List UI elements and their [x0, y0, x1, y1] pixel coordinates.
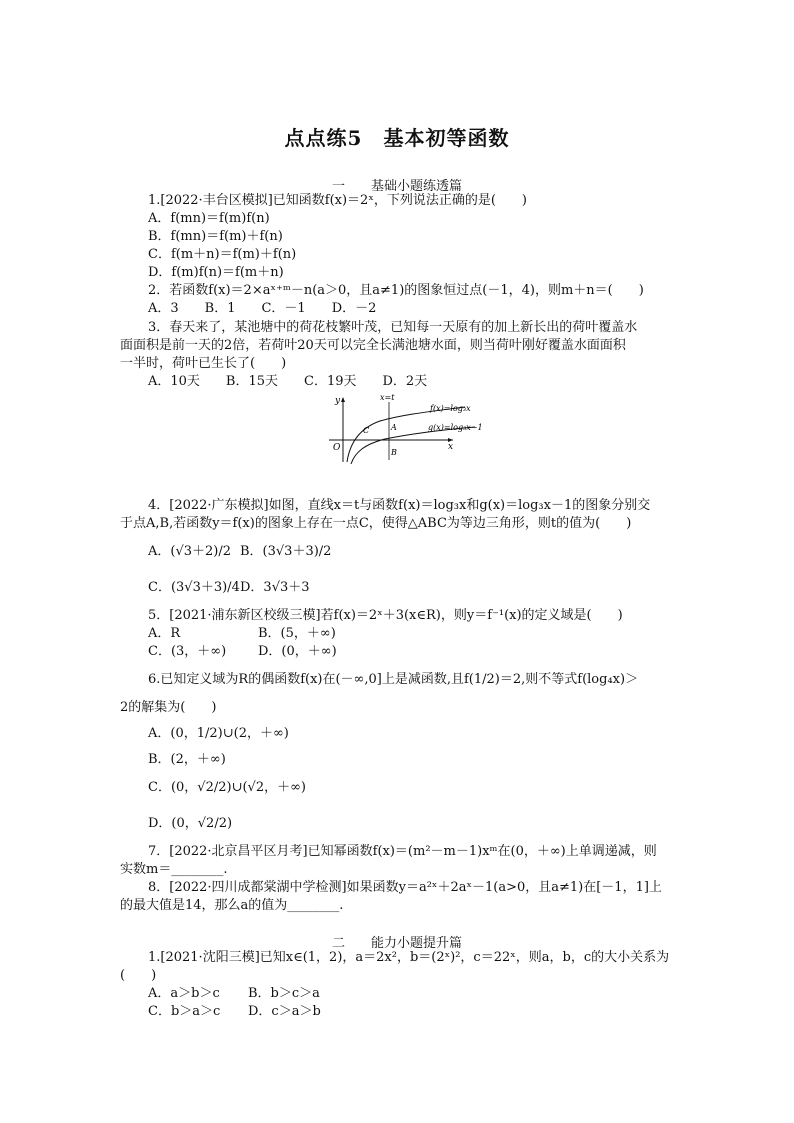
q4-line-2: 于点A,B,若函数y＝f(x)的图象上存在一点C，使得△ABC为等边三角形，则t的值为( )	[120, 516, 632, 531]
page-title: 点点练5 基本初等函数	[284, 126, 510, 150]
q7-line-2: 实数m＝________.	[120, 862, 228, 877]
q4-line-1: 4．[2022·广东模拟]如图，直线x＝t与函数f(x)＝log₃x和g(x)＝log₃x－1的图象分别交	[148, 498, 651, 513]
p1-line-2: ( )	[120, 968, 157, 983]
q4-option-d: D．3√3＋3	[240, 580, 310, 595]
q7-line-1: 7．[2022·北京昌平区月考]已知幂函数f(x)＝(m²－m－1)xᵐ在(0，＋∞)上单调递减，则	[148, 844, 657, 859]
q6-option-d: D．(0，√2/2)	[148, 816, 233, 831]
x-axis-label: x	[448, 442, 454, 452]
g-curve	[351, 427, 475, 464]
q1-option-d: D．f(m)f(n)＝f(m＋n)	[148, 265, 284, 280]
q4-option-c: C．(3√3＋3)/4	[148, 580, 240, 595]
p1-option-a: A．a＞b＞c	[148, 986, 220, 1001]
y-axis-label: y	[335, 396, 341, 406]
p1-option-d: D．c＞a＞b	[248, 1004, 321, 1019]
q8-line-1: 8．[2022·四川成都棠湖中学检测]如果函数y＝a²ˣ＋2aˣ－1(a>0，且a≠1)在[－1，1]上	[148, 880, 662, 895]
q2-options: A．3 B．1 C．－1 D．－2	[148, 301, 377, 316]
q8-line-2: 的最大值是14，那么a的值为________.	[120, 898, 344, 913]
p1-option-c: C．b＞a＞c	[148, 1004, 221, 1019]
point-a-label: A	[391, 423, 397, 432]
p1-line-1: 1.[2021·沈阳三模]已知x∈(1，2)，a＝2x²，b＝(2ˣ)²，c＝22ˣ，则a，b，c的大小关系为	[148, 950, 670, 965]
q5-option-b: B．(5，＋∞)	[258, 626, 336, 641]
p1-option-b: B．b＞c＞a	[248, 986, 320, 1001]
q6-option-a: A．(0，1/2)∪(2，＋∞)	[148, 726, 289, 741]
section-heading-basic: 一 基础小题练透篇	[331, 179, 462, 194]
q3-line-2: 面面积是前一天的2倍，若荷叶20天可以完全长满池塘水面，则当荷叶刚好覆盖水面面积	[120, 338, 626, 353]
f-curve-label: f(x)=log₃x	[430, 404, 471, 413]
origin-label: O	[333, 443, 341, 453]
q5-stem: 5．[2021·浦东新区校级三模]若f(x)＝2ˣ＋3(x∈R)，则y＝f⁻¹(x)的定义域是( )	[148, 608, 623, 623]
log-function-graph	[325, 392, 505, 464]
q5-option-c: C．(3，＋∞)	[148, 644, 227, 659]
y-axis-arrow	[341, 397, 345, 402]
q1-option-b: B．f(mn)＝f(m)＋f(n)	[148, 229, 283, 244]
line-label: x=t	[380, 393, 395, 402]
q1-stem: 1.[2022·丰台区模拟]已知函数f(x)＝2ˣ，下列说法正确的是( )	[148, 193, 527, 208]
q6-stem: 6.已知定义域为R的偶函数f(x)在(－∞,0]上是减函数,且f(1/2)＝2,则不等式f(log₄x)＞	[148, 672, 639, 687]
q6-stem-continued: 2的解集为( )	[120, 700, 217, 715]
q5-option-a: A．R	[148, 626, 181, 641]
q1-option-c: C．f(m＋n)＝f(m)＋f(n)	[148, 247, 297, 262]
section-heading-advanced: 二 能力小题提升篇	[331, 936, 462, 951]
q3-line-3: 一半时，荷叶已生长了( )	[120, 356, 287, 371]
g-curve-label: g(x)=log₃x−1	[428, 423, 483, 432]
q6-option-c: C．(0，√2/2)∪(√2，＋∞)	[148, 780, 306, 795]
q6-option-b: B．(2，＋∞)	[148, 752, 226, 767]
q4-option-b: B．(3√3＋3)/2	[240, 544, 332, 559]
q3-line-1: 3．春天来了，某池塘中的荷花枝繁叶茂，已知每一天原有的加上新长出的荷叶覆盖水	[148, 320, 638, 335]
q2-stem: 2．若函数f(x)＝2×aˣ⁺ᵐ－n(a＞0，且a≠1)的图象恒过点(－1，4)，则m＋n＝( )	[148, 283, 644, 298]
point-c-label: C	[363, 426, 370, 435]
point-b-label: B	[391, 448, 397, 457]
q5-option-d: D．(0，＋∞)	[258, 644, 337, 659]
q4-option-a: A．(√3＋2)/2	[148, 544, 232, 559]
q3-options: A．10天 B．15天 C．19天 D．2天	[148, 374, 428, 389]
q1-option-a: A．f(mn)＝f(m)f(n)	[148, 211, 270, 226]
